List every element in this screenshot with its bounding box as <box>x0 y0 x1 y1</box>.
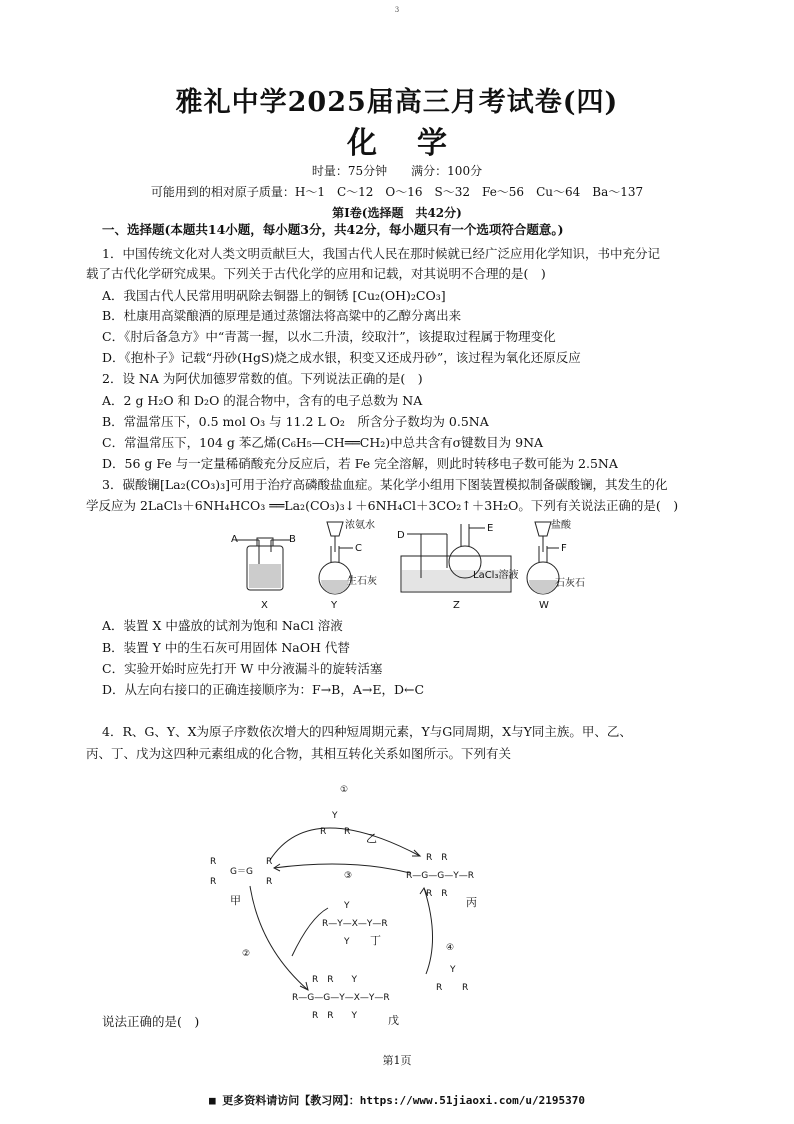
svg-text:R: R <box>266 877 273 887</box>
svg-text:Y: Y <box>344 901 350 911</box>
q3-option-d: D．从左向右接口的正确连接顺序为：F→B，A→E，D←C <box>102 682 425 697</box>
jia-label: 甲 <box>230 894 241 907</box>
q3-option-b: B．装置 Y 中的生石灰可用固体 NaOH 代替 <box>102 640 350 655</box>
molecule-ryr <box>436 965 468 993</box>
step-1-label: ① <box>340 785 349 795</box>
label-limestone: 石灰石 <box>555 578 585 589</box>
top-mark: 3 <box>394 6 400 14</box>
svg-text:R: R <box>320 827 327 837</box>
q1-option-c: C．《肘后备急方》中“青蒿一握，以水二升渍，绞取汁”，该提取过程属于物理变化 <box>102 329 556 344</box>
svg-text:R—G—G—Y—X—Y—R: R—G—G—Y—X—Y—R <box>292 993 390 1003</box>
label-a: A <box>231 534 238 545</box>
q3-stem-line2: 学反应为 2LaCl₃＋6NH₄HCO₃ ══La₂(CO₃)₃↓＋6NH₄Cl＋3CO₂↑＋3H₂O。下列有关说法正确的是( ) <box>86 498 679 513</box>
apparatus-z <box>401 524 511 592</box>
part1-heading: 一、选择题(本题共14小题，每小题3分，共42分，每小题只有一个选项符合题意。) <box>102 222 564 237</box>
q1-stem-line2: 载了古代化学研究成果。下列关于古代化学的应用和记载，对其说明不合理的是( ) <box>86 266 546 281</box>
q4-stem-line2: 丙、丁、戊为这四种元素组成的化合物，其相互转化关系如图所示。下列有关 <box>86 746 512 761</box>
svg-text:R: R <box>210 877 217 887</box>
label-d: D <box>397 530 405 541</box>
svg-text:R R Y: R R Y <box>312 1011 358 1021</box>
arrow-4 <box>424 888 433 974</box>
svg-text:Y: Y <box>332 811 338 821</box>
q2-option-d: D．56 g Fe 与一定量稀硝酸充分反应后，若 Fe 完全溶解，则此时转移电子数可能为 2.5NA <box>102 456 618 471</box>
label-x: X <box>261 600 268 611</box>
step-2-label: ② <box>242 949 251 959</box>
label-hcl: 盐酸 <box>551 520 571 531</box>
q2-option-a: A．2 g H₂O 和 D₂O 的混合物中，含有的电子总数为 NA <box>102 393 423 408</box>
q3-option-c: C．实验开始时应先打开 W 中分液漏斗的旋转活塞 <box>102 661 383 676</box>
label-f: F <box>561 543 567 554</box>
q2-option-c: C．常温常压下，104 g 苯乙烯(C₆H₅—CH══CH₂)中总共含有σ键数目为 9NA <box>102 435 544 450</box>
svg-text:R: R <box>210 857 217 867</box>
section-title: 第Ⅰ卷(选择题 共42分) <box>332 206 462 220</box>
arrow-ding-up <box>292 908 328 956</box>
step-3-label: ③ <box>344 871 353 881</box>
label-c: C <box>355 543 362 554</box>
label-quicklime: 生石灰 <box>347 576 377 587</box>
q2-stem: 2．设 NA 为阿伏加德罗常数的值。下列说法正确的是( ) <box>102 371 423 386</box>
svg-text:R—Y—X—Y—R: R—Y—X—Y—R <box>322 919 388 929</box>
label-z: Z <box>453 600 460 611</box>
q1-option-b: B．杜康用高粱酿酒的原理是通过蒸馏法将高粱中的乙醇分离出来 <box>102 308 462 323</box>
wu-label: 戊 <box>388 1014 399 1027</box>
q3-option-a: A．装置 X 中盛放的试剂为饱和 NaCl 溶液 <box>102 618 343 633</box>
svg-text:R: R <box>436 983 443 993</box>
molecule-jia <box>210 857 272 887</box>
footer-link[interactable]: ■ 更多资料请访问【教习网】：https://www.51jiaoxi.com/u/2195370 <box>209 1094 585 1107</box>
q2-option-b: B．常温常压下，0.5 mol O₃ 与 11.2 L O₂ 所含分子数均为 0.5NA <box>102 414 489 429</box>
exam-title: 雅礼中学2025届高三月考试卷(四) <box>175 87 619 118</box>
page-number: 第1页 <box>382 1054 412 1067</box>
molecule-yi <box>320 811 350 837</box>
q3-stem-line1: 3．碳酸镧[La₂(CO₃)₃]可用于治疗高磷酸盐血症。某化学小组用下图装置模拟制备碳酸镧，其发生的化 <box>102 477 668 492</box>
step-4-label: ④ <box>446 943 455 953</box>
q1-option-a: A．我国古代人民常用明矾除去铜器上的铜锈 [Cu₂(OH)₂CO₃] <box>102 288 446 303</box>
apparatus-diagram <box>225 518 585 613</box>
svg-text:Y: Y <box>344 937 350 947</box>
label-y: Y <box>331 600 338 611</box>
yi-label: 乙 <box>366 832 377 845</box>
atomic-masses: 可能用到的相对原子质量：H～1 C～12 O～16 S～32 Fe～56 Cu～64 Ba～137 <box>150 185 644 199</box>
q4-stem-line1: 4．R、G、Y、X为原子序数依次增大的四种短周期元素，Y与G同周期，X与Y同主族。甲、乙、 <box>102 724 632 739</box>
label-ammonia: 浓氨水 <box>345 520 375 531</box>
svg-text:R R Y: R R Y <box>312 975 358 985</box>
svg-text:R R: R R <box>426 853 448 863</box>
svg-text:R: R <box>344 827 351 837</box>
svg-text:R: R <box>266 857 273 867</box>
svg-text:G＝G: G＝G <box>230 867 253 877</box>
conversion-diagram <box>200 778 500 1028</box>
time-score: 时量：75分钟 满分：100分 <box>311 164 483 178</box>
q4-stem-tail: 说法正确的是( ) <box>102 1014 200 1029</box>
label-lacl3: LaCl₃溶液 <box>473 570 519 581</box>
svg-text:R R: R R <box>426 889 448 899</box>
q1-option-d: D．《抱朴子》记载“丹砂(HgS)烧之成水银，积变又还成丹砂”，该过程为氧化还原反应 <box>102 350 581 365</box>
label-b: B <box>289 534 296 545</box>
q1-stem-line1: 1．中国传统文化对人类文明贡献巨大，我国古代人民在那时候就已经广泛应用化学知识，书中充分记 <box>102 246 660 261</box>
ding-label: 丁 <box>370 934 381 947</box>
svg-text:R: R <box>462 983 469 993</box>
bing-label: 丙 <box>466 896 477 909</box>
molecule-bing <box>406 853 474 899</box>
svg-text:R—G—G—Y—R: R—G—G—Y—R <box>406 871 474 881</box>
arrow-3 <box>274 864 410 873</box>
svg-text:Y: Y <box>450 965 456 975</box>
apparatus-x <box>235 538 291 590</box>
label-w: W <box>539 600 549 611</box>
arrow-2 <box>250 886 308 990</box>
subject-title: 化学 <box>347 126 487 161</box>
label-e: E <box>487 523 494 534</box>
